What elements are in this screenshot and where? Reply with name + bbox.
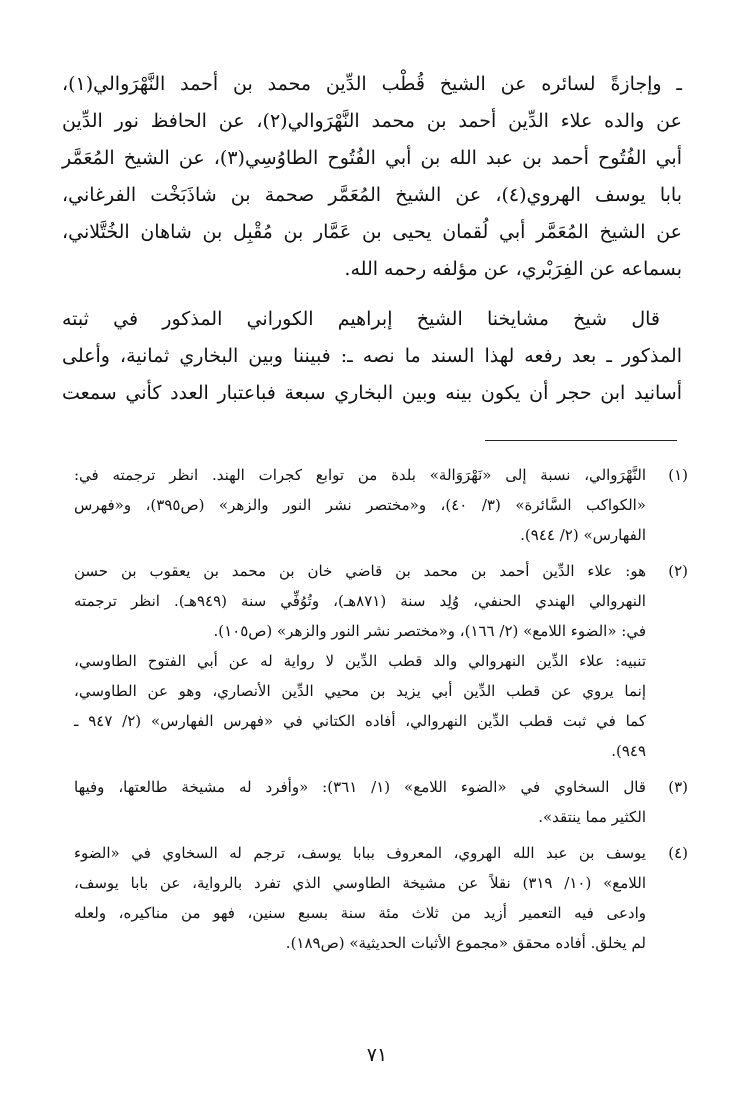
footnote-1 [74, 460, 688, 550]
footnote-4 [74, 838, 688, 958]
footnote-line: تنبيه: علاء الدِّين النهروالي والد قطب الدِّين لا رواية له عن أبي الفتوح الطاوسي، [74, 652, 646, 670]
text-line: ـ وإجازةً لسائره عن الشيخ قُطْب الدِّين محمد بن أحمد النَّهْرَوالي(١)، [62, 73, 682, 95]
footnote-3 [74, 772, 688, 832]
paragraph-kurani-quote [62, 301, 682, 412]
text-line: قال شيخ مشايخنا الشيخ إبراهيم الكوراني المذكور في ثبته [62, 308, 660, 330]
footnote-number: (١) [668, 466, 688, 484]
text-line: أسانيد ابن حجر أن يكون بينه وبين البخاري سبعة فباعتبار العدد كأني سمعت [62, 382, 682, 404]
text-line: أبي الفُتُوح أحمد بن عبد الله بن أبي الفُتُوح الطاوُسِي(٣)، عن الشيخ المُعَمَّر [62, 147, 682, 169]
footnote-line: ٩٤٩). [611, 742, 646, 760]
footnote-line: الكثير مما ينتقد». [538, 808, 646, 826]
footnote-line: في: «الضوء اللامع» (٢/ ١٦٦)، و«مختصر نشر النور والزهر» (ص١٠٥). [213, 622, 646, 640]
footnote-line: النَّهْرَوالي، نسبة إلى «نَهْرَوَالة» بلدة من توابع كجرات الهند. انظر ترجمته في: [74, 466, 646, 484]
footnote-line: إنما يروي عن قطب الدِّين أبي يزيد بن محيي الدِّين الأنصاري، وهو عن الطاوسي، [74, 682, 646, 700]
footnote-line: كما في ثبت قطب الدِّين النهروالي، أفاده الكتاني في «فهرس الفهارس» (٢/ ٩٤٧ ـ [74, 712, 646, 730]
footnote-separator [485, 440, 677, 441]
footnote-line: هو: علاء الدِّين أحمد بن محمد بن قاضي خان بن محمد بن يعقوب بن حسن [74, 562, 646, 580]
text-line: بابا يوسف الهروي(٤)، عن الشيخ المُعَمَّر صحمة بن شاذَبَخْت الفرغاني، [62, 184, 682, 206]
text-line: عن الشيخ المُعَمَّر أبي لُقمان يحيى بن عَمَّار بن مُقْبِل بن شاهان الخُتَّلاني، [62, 221, 682, 243]
footnote-line: «الكواكب السَّائرة» (٣/ ٤٠)، و«مختصر نشر النور والزهر» (ص٣٩٥)، و«فهرس [74, 496, 646, 514]
footnote-line: اللامع» (١٠/ ٣١٩) نقلاً عن مشيخة الطاوسي الذي تفرد بالرواية، عن بابا يوسف، [74, 874, 646, 892]
footnote-number: (٢) [668, 562, 688, 580]
footnote-number: (٣) [668, 778, 688, 796]
text-line: بسماعه عن الفِرَبْري، عن مؤلفه رحمه الله. [344, 258, 682, 280]
footnote-line: وادعى فيه التعمير أزيد من ثلاث مئة سنة بسبع سنين، فهو من مناكيره، ولعله [74, 904, 646, 922]
paragraph-isnad [62, 66, 682, 288]
footnote-line: قال السخاوي في «الضوء اللامع» (١/ ٣٦١): «وأفرد له مشيخة طالعتها، وفيها [74, 778, 646, 796]
footnote-line: الفهارس» (٢/ ٩٤٤). [520, 526, 646, 544]
footnote-line: لم يخلق. أفاده محقق «مجموع الأثبات الحديثية» (ص١٨٩). [285, 934, 646, 952]
main-text [62, 66, 682, 412]
text-line: عن والده علاء الدِّين أحمد بن محمد النَّهْرَوالي(٢)، عن الحافظ نور الدِّين [62, 110, 682, 132]
footnote-line: النهروالي الهندي الحنفي، وُلِد سنة (٨٧١هـ)، وتُوُفِّي سنة (٩٤٩هـ). انظر ترجمته [74, 592, 646, 610]
footnote-2 [74, 556, 688, 766]
page-number: ٧١ [366, 1044, 388, 1066]
footnote-number: (٤) [668, 844, 688, 862]
footnotes [74, 460, 688, 964]
text-line: المذكور ـ بعد رفعه لهذا السند ما نصه ـ: فبيننا وبين البخاري ثمانية، وأعلى [62, 345, 682, 367]
footnote-line: يوسف بن عبد الله الهروي، المعروف ببابا يوسف، ترجم له السخاوي في «الضوء [74, 844, 646, 862]
